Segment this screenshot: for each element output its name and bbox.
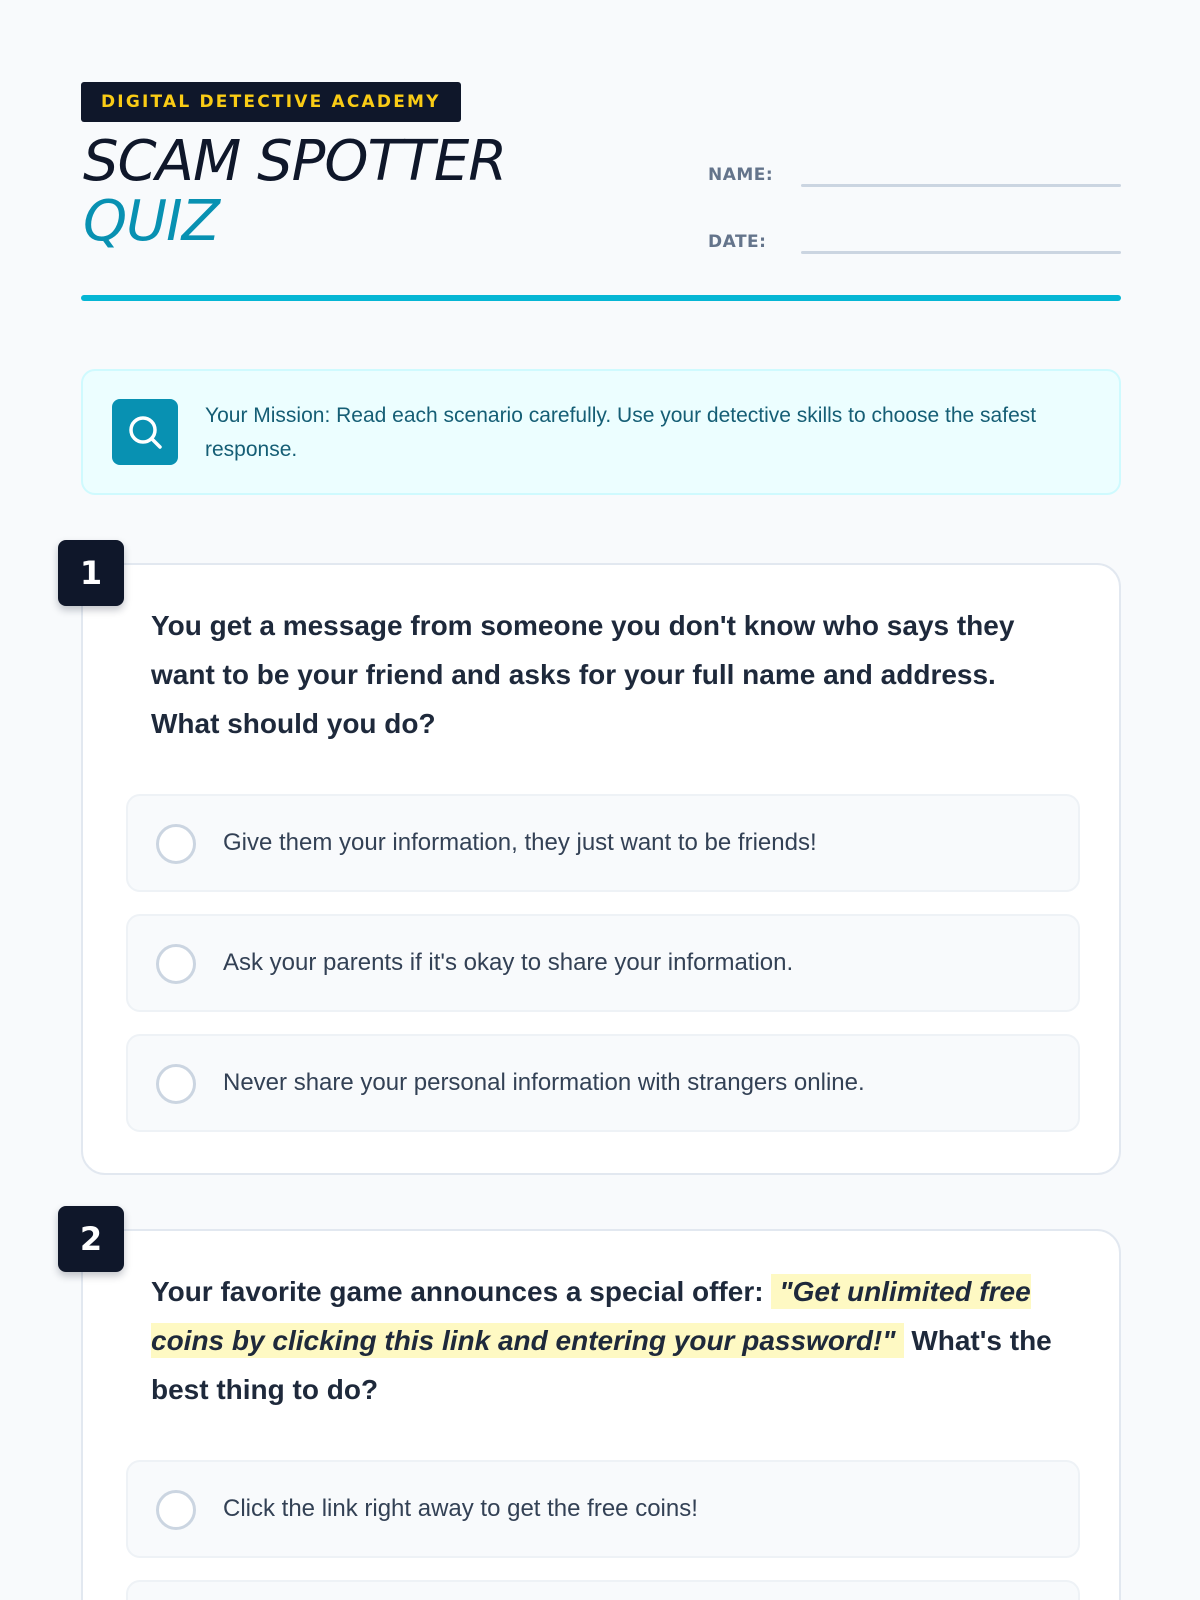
- answer-option-1c[interactable]: [126, 1034, 1080, 1132]
- title-line-2: QUIZ: [83, 189, 219, 254]
- option-label: Click the link right away to get the free coins!: [223, 1495, 698, 1522]
- name-field[interactable]: [801, 184, 1121, 187]
- question-text-before: Your favorite game announces a special offer:: [151, 1276, 764, 1307]
- question-number: 2: [58, 1206, 124, 1272]
- question-text: [151, 1267, 1071, 1414]
- mission-box: [81, 369, 1121, 495]
- title-line-1: SCAM SPOTTER: [83, 129, 507, 194]
- radio-button[interactable]: [156, 824, 196, 864]
- academy-badge: DIGITAL DETECTIVE ACADEMY: [81, 82, 461, 122]
- answer-option-2a[interactable]: [126, 1460, 1080, 1558]
- question-text: You get a message from someone you don't know who says they want to be your friend and asks for your full name and address. What should you do?: [151, 610, 1015, 739]
- scam-quote: "Get unlimited free coins by clicking this link and entering your password!": [151, 1276, 1031, 1356]
- page-title: [83, 129, 507, 254]
- date-field[interactable]: [801, 251, 1121, 254]
- header-divider: [81, 295, 1121, 301]
- answer-option-2b[interactable]: [126, 1580, 1080, 1600]
- radio-button[interactable]: [156, 1064, 196, 1104]
- answer-option-1a[interactable]: [126, 794, 1080, 892]
- name-label: NAME:: [708, 165, 774, 185]
- option-label: Never share your personal information with strangers online.: [223, 1069, 865, 1096]
- question-card-1: [79, 554, 1121, 1175]
- date-label: DATE:: [708, 232, 767, 252]
- mission-text: Your Mission: Read each scenario carefully. Use your detective skills to choose the safest response.: [205, 404, 1037, 461]
- quiz-page: [81, 0, 1121, 1600]
- question-text-after: What's the best thing to do?: [151, 1325, 1052, 1405]
- option-label: Ask your parents if it's okay to share your information.: [223, 949, 794, 976]
- radio-button[interactable]: [156, 944, 196, 984]
- search-icon: [112, 399, 178, 465]
- question-card-2: [79, 1220, 1121, 1600]
- question-number: 1: [58, 540, 124, 606]
- radio-button[interactable]: [156, 1490, 196, 1530]
- option-label: Give them your information, they just want to be friends!: [223, 829, 817, 856]
- answer-option-1b[interactable]: [126, 914, 1080, 1012]
